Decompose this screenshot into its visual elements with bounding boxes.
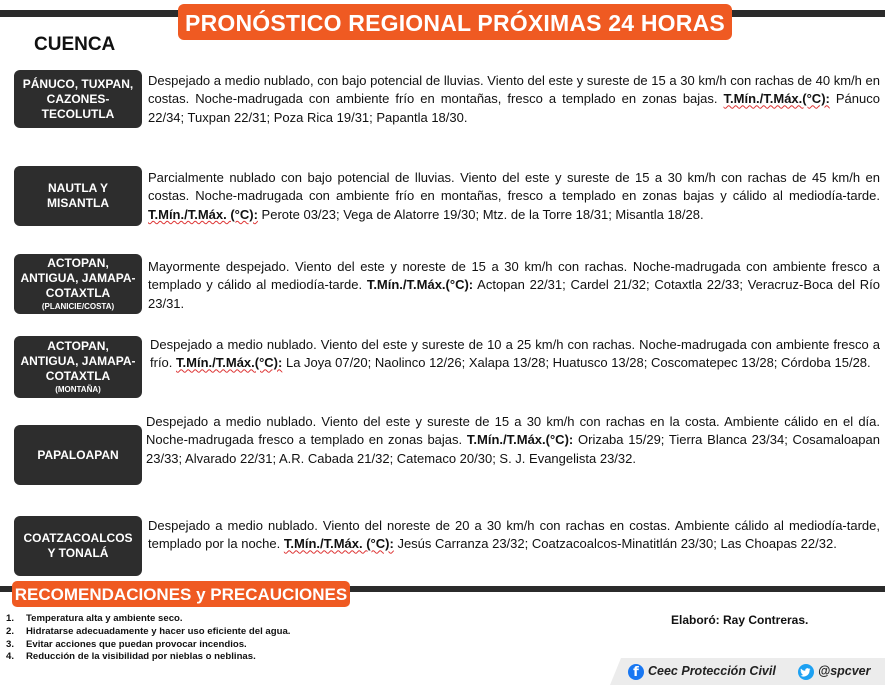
twitter-link[interactable]: @spcver — [818, 664, 871, 678]
temps-text: Jesús Carranza 23/32; Coatzacoalcos-Minatitlán 23/30; Las Choapas 22/32. — [397, 536, 837, 552]
temp-label: T.Mín./T.Máx. (°C): — [283, 536, 394, 552]
region-tag-papaloapan — [14, 425, 142, 485]
forecast-text: Mayormente despejado. Viento del este y noreste de 15 a 30 km/h con rachas. Noche-madrugada con ambiente fresco a templado y cálido al mediodía-tarde. — [148, 259, 880, 293]
region-forecast-panuco — [148, 72, 880, 127]
region-forecast-actopan-costa — [148, 258, 880, 313]
recommendations-list — [6, 613, 290, 664]
recommendations-title: RECOMENDACIONES y PRECAUCIONES — [12, 581, 350, 607]
region-name-line: Y TONALÁ — [47, 546, 109, 560]
temps-text: La Joya 07/20; Naolinco 12/26; Xalapa 13/28; Huatusco 13/28; Coscomatepec 13/28; Córdoba 15/28. — [285, 355, 871, 371]
region-subtitle: (PLANICIE/COSTA) — [41, 302, 115, 311]
region-tag-actopan-costa — [14, 254, 142, 314]
temp-label: T.Mín./T.Máx.(°C): — [466, 432, 574, 448]
page-title: PRONÓSTICO REGIONAL PRÓXIMAS 24 HORAS — [178, 4, 732, 40]
list-item: 4. Reducción de la visibilidad por nieblas o neblinas. — [6, 651, 256, 663]
region-name-line: NAUTLA Y — [48, 181, 108, 195]
region-tag-actopan-montana — [14, 336, 142, 398]
forecast-text: Despejado a medio nublado. Viento del este y sureste de 10 a 25 km/h con rachas. Noche-madrugada con ambiente fresco a frío. — [150, 337, 880, 371]
region-name-line: CAZONES- — [46, 91, 110, 106]
list-item: 1. Temperatura alta y ambiente seco. — [6, 613, 183, 624]
author-credit: Elaboró: Ray Contreras. — [671, 613, 809, 627]
region-tag-nautla — [14, 166, 142, 226]
region-name-line: ANTIGUA, JAMAPA- — [20, 271, 136, 285]
region-name-line: PAPALOAPAN — [37, 447, 119, 462]
region-tag-panuco — [14, 70, 142, 128]
region-tag-coatzacoalcos — [14, 516, 142, 576]
region-name-line: COTAXTLA — [45, 369, 111, 383]
region-name-line: TECOLUTLA — [41, 106, 115, 121]
region-name-line: ACTOPAN, — [47, 256, 109, 270]
cuenca-label: CUENCA — [34, 34, 116, 55]
facebook-link[interactable]: Ceec Protección Civil — [648, 664, 776, 678]
region-name-line: MISANTLA — [47, 196, 109, 210]
twitter-icon[interactable] — [798, 664, 814, 680]
region-forecast-nautla — [148, 169, 880, 224]
temp-label: T.Mín./T.Máx.(°C): — [176, 355, 283, 371]
region-forecast-papaloapan — [146, 413, 880, 468]
region-forecast-actopan-montana — [150, 336, 880, 373]
region-subtitle: (MONTAÑA) — [55, 385, 101, 394]
temps-text: Pánuco 22/34; Tuxpan 22/31; Poza Rica 19/31; Papantla 18/30. — [148, 91, 880, 125]
forecast-text: Despejado a medio nublado. Viento del este y sureste de 15 a 30 km/h con rachas en la costa. Ambiente cálido en el día. Noche-madrugada fresco a templado en zonas bajas. — [146, 414, 880, 448]
list-item: 2. Hidratarse adecuadamente y hacer uso eficiente del agua. — [6, 625, 291, 637]
forecast-text: Despejado a medio nublado, con bajo potencial de lluvias. Viento del este y sureste de 15 a 30 km/h con rachas de 40 km/h en costas. Noche-madrugada con ambiente frío en montañas, fresco a templado en zonas bajas. — [148, 73, 880, 107]
temps-text: Orizaba 15/29; Tierra Blanca 23/34; Cosamaloapan 23/33; Alvarado 22/31; A.R. Cabada 21/32; Catemaco 20/30; S. J. Evangelista 23/32. — [146, 432, 880, 466]
temps-text: Perote 03/23; Vega de Alatorre 19/30; Mtz. de la Torre 18/31; Misantla 18/28. — [261, 206, 704, 222]
facebook-icon[interactable]: f — [628, 664, 644, 680]
region-name-line: COTAXTLA — [45, 286, 111, 300]
temp-label: T.Mín./T.Máx.(°C): — [366, 277, 474, 293]
forecast-text: Despejado a medio nublado. Viento del noreste de 20 a 30 km/h con rachas en costas. Ambiente cálido al mediodía-tarde, templado por la noche. — [148, 518, 880, 552]
region-name-line: PÁNUCO, TUXPAN, — [22, 76, 134, 91]
list-item: 3. Evitar acciones que puedan provocar incendios. — [6, 638, 247, 650]
region-forecast-coatzacoalcos — [148, 517, 880, 554]
region-name-line: ACTOPAN, — [47, 339, 109, 353]
forecast-text: Parcialmente nublado con bajo potencial de lluvias. Viento del este y sureste de 15 a 30 km/h con rachas de 45 km/h en costas. Noche-madrugada con ambiente frío en montañas, fresco a templado en zonas bajas y cálido al mediodía-tarde. — [148, 170, 880, 204]
region-name-line: ANTIGUA, JAMAPA- — [20, 354, 136, 368]
temps-text: Actopan 22/31; Cardel 21/32; Cotaxtla 22/33; Veracruz-Boca del Río 23/31. — [148, 277, 881, 311]
temp-label: T.Mín./T.Máx. (°C): — [148, 206, 258, 222]
region-name-line: COATZACOALCOS — [23, 531, 133, 545]
temp-label: T.Mín./T.Máx.(°C): — [723, 91, 830, 107]
